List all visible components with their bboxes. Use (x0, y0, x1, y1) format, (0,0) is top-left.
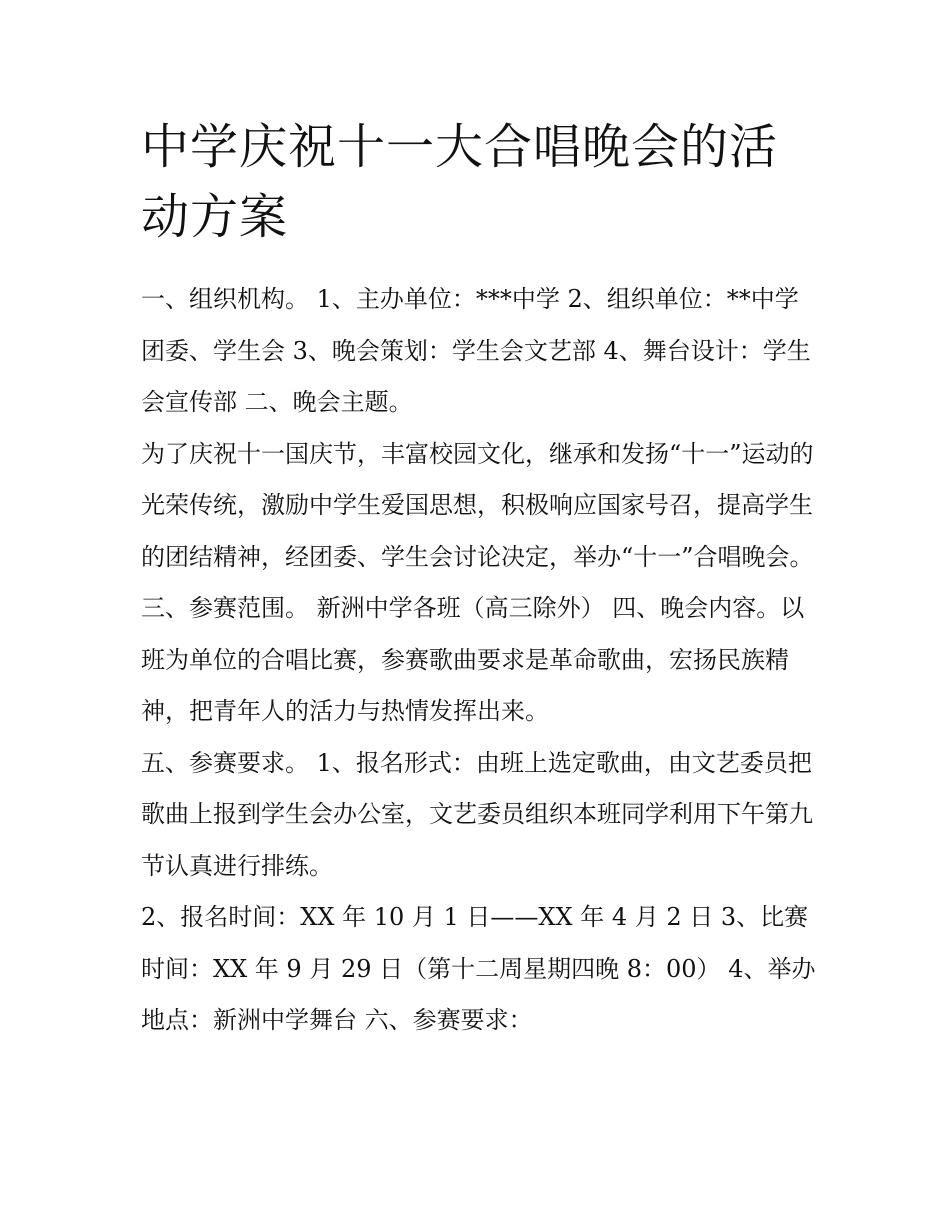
paragraph-requirements: 五、参赛要求。 1、报名形式：由班上选定歌曲，由文艺委员把歌曲上报到学生会办公室，文艺委员组织本班同学利用下午第九节认真进行排练。 (141, 748, 813, 880)
paragraph-theme: 为了庆祝十一国庆节，丰富校园文化，继承和发扬“十一”运动的光荣传统，激励中学生爱国思想，积极响应国家号召，提高学生的团结精神，经团委、学生会讨论决定，举办“十一”合唱晚会。 (141, 439, 814, 571)
paragraph-schedule: 2、报名时间：XX 年 10 月 1 日——XX 年 4 月 2 日 3、比赛时间：XX 年 9 月 29 日（第十二周星期四晚 8：00） 4、举办地点：新洲中学舞台 六、参赛要求： (141, 903, 816, 1034)
document-title: 中学庆祝十一大合唱晚会的活动方案 (141, 119, 779, 245)
paragraph-organization: 一、组织机构。 1、主办单位：***中学 2、组织单位：**中学团委、学生会 3、晚会策划：学生会文艺部 4、舞台设计：学生会宣传部 二、晚会主题。 (141, 285, 811, 416)
document-body (141, 112, 821, 1047)
paragraph-scope-content: 三、参赛范围。 新洲中学各班（高三除外） 四、晚会内容。以班为单位的合唱比赛，参赛歌曲要求是革命歌曲，宏扬民族精神，把青年人的活力与热情发挥出来。 (141, 594, 805, 725)
